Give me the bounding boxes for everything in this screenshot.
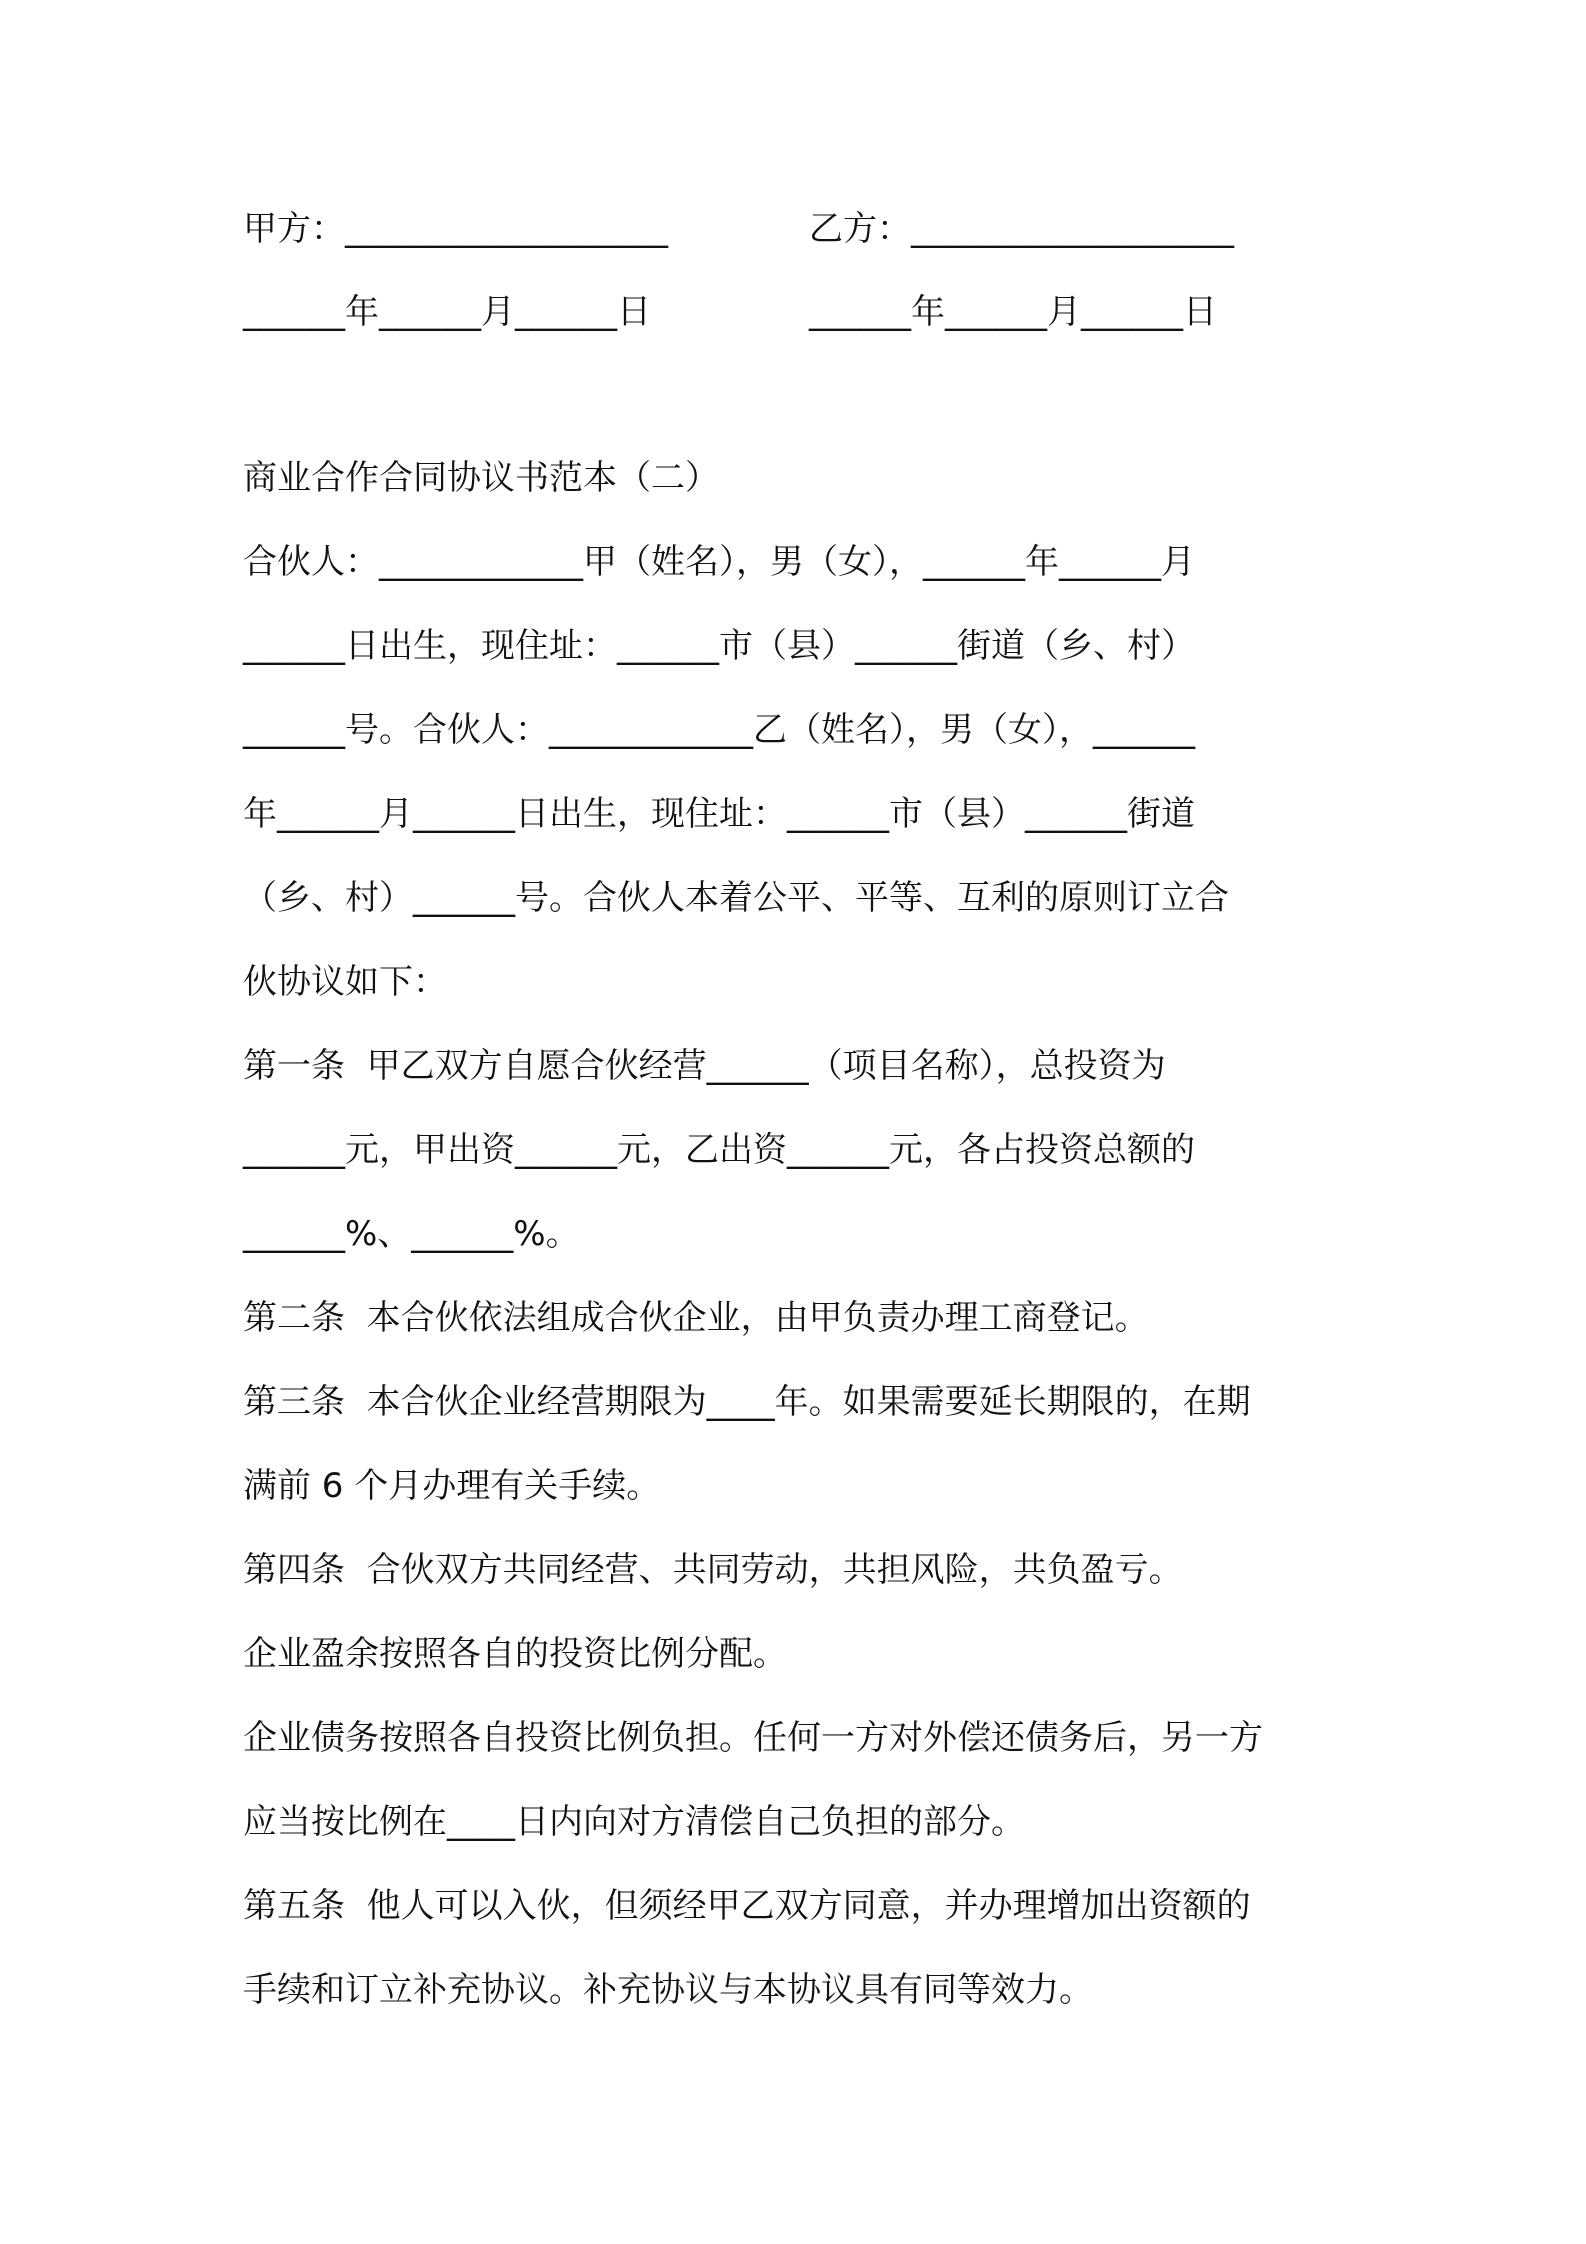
article-1: 第一条 甲乙双方自愿合伙经营______（项目名称），总投资为: [243, 1046, 1166, 1086]
party-b-date: ______年______月______日: [809, 292, 1217, 332]
text-line: 伙协议如下：: [243, 962, 447, 1002]
text-line: 手续和订立补充协议。补充协议与本协议具有同等效力。: [243, 1970, 1093, 2010]
text-line: 企业盈余按照各自的投资比例分配。: [243, 1634, 787, 1674]
text-line: ______号。合伙人：____________乙（姓名），男（女），______: [243, 710, 1195, 750]
text-line: 合伙人：____________甲（姓名），男（女），______年______月: [243, 542, 1195, 582]
article-5: 第五条 他人可以入伙，但须经甲乙双方同意，并办理增加出资额的: [243, 1886, 1251, 1926]
contract-body: [243, 436, 1363, 2032]
article-2: 第二条 本合伙依法组成合伙企业，由甲负责办理工商登记。: [243, 1298, 1149, 1338]
document-title: 商业合作合同协议书范本（二）: [243, 458, 719, 498]
text-line: ______日出生，现住址：______市（县）______街道（乡、村）: [243, 626, 1195, 666]
text-line: 满前 6 个月办理有关手续。: [243, 1466, 661, 1506]
text-line: ______元，甲出资______元，乙出资______元，各占投资总额的: [243, 1130, 1195, 1170]
text-line: 年______月______日出生，现住址：______市（县）______街道: [243, 794, 1195, 834]
party-a-date: ______年______月______日: [243, 292, 651, 332]
article-3: 第三条 本合伙企业经营期限为____年。如果需要延长期限的，在期: [243, 1382, 1251, 1422]
article-4: 第四条 合伙双方共同经营、共同劳动，共担风险，共负盈亏。: [243, 1550, 1183, 1590]
text-line: 企业债务按照各自投资比例负担。任何一方对外偿还债务后，另一方: [243, 1718, 1263, 1758]
party-b-signature: 乙方：___________________: [809, 209, 1234, 249]
text-line: ______%、______%。: [243, 1214, 580, 1254]
text-line: 应当按比例在____日内向对方清偿自己负担的部分。: [243, 1802, 1025, 1842]
text-line: （乡、村）______号。合伙人本着公平、平等、互利的原则订立合: [243, 878, 1229, 918]
party-a-signature: 甲方：___________________: [243, 209, 668, 249]
